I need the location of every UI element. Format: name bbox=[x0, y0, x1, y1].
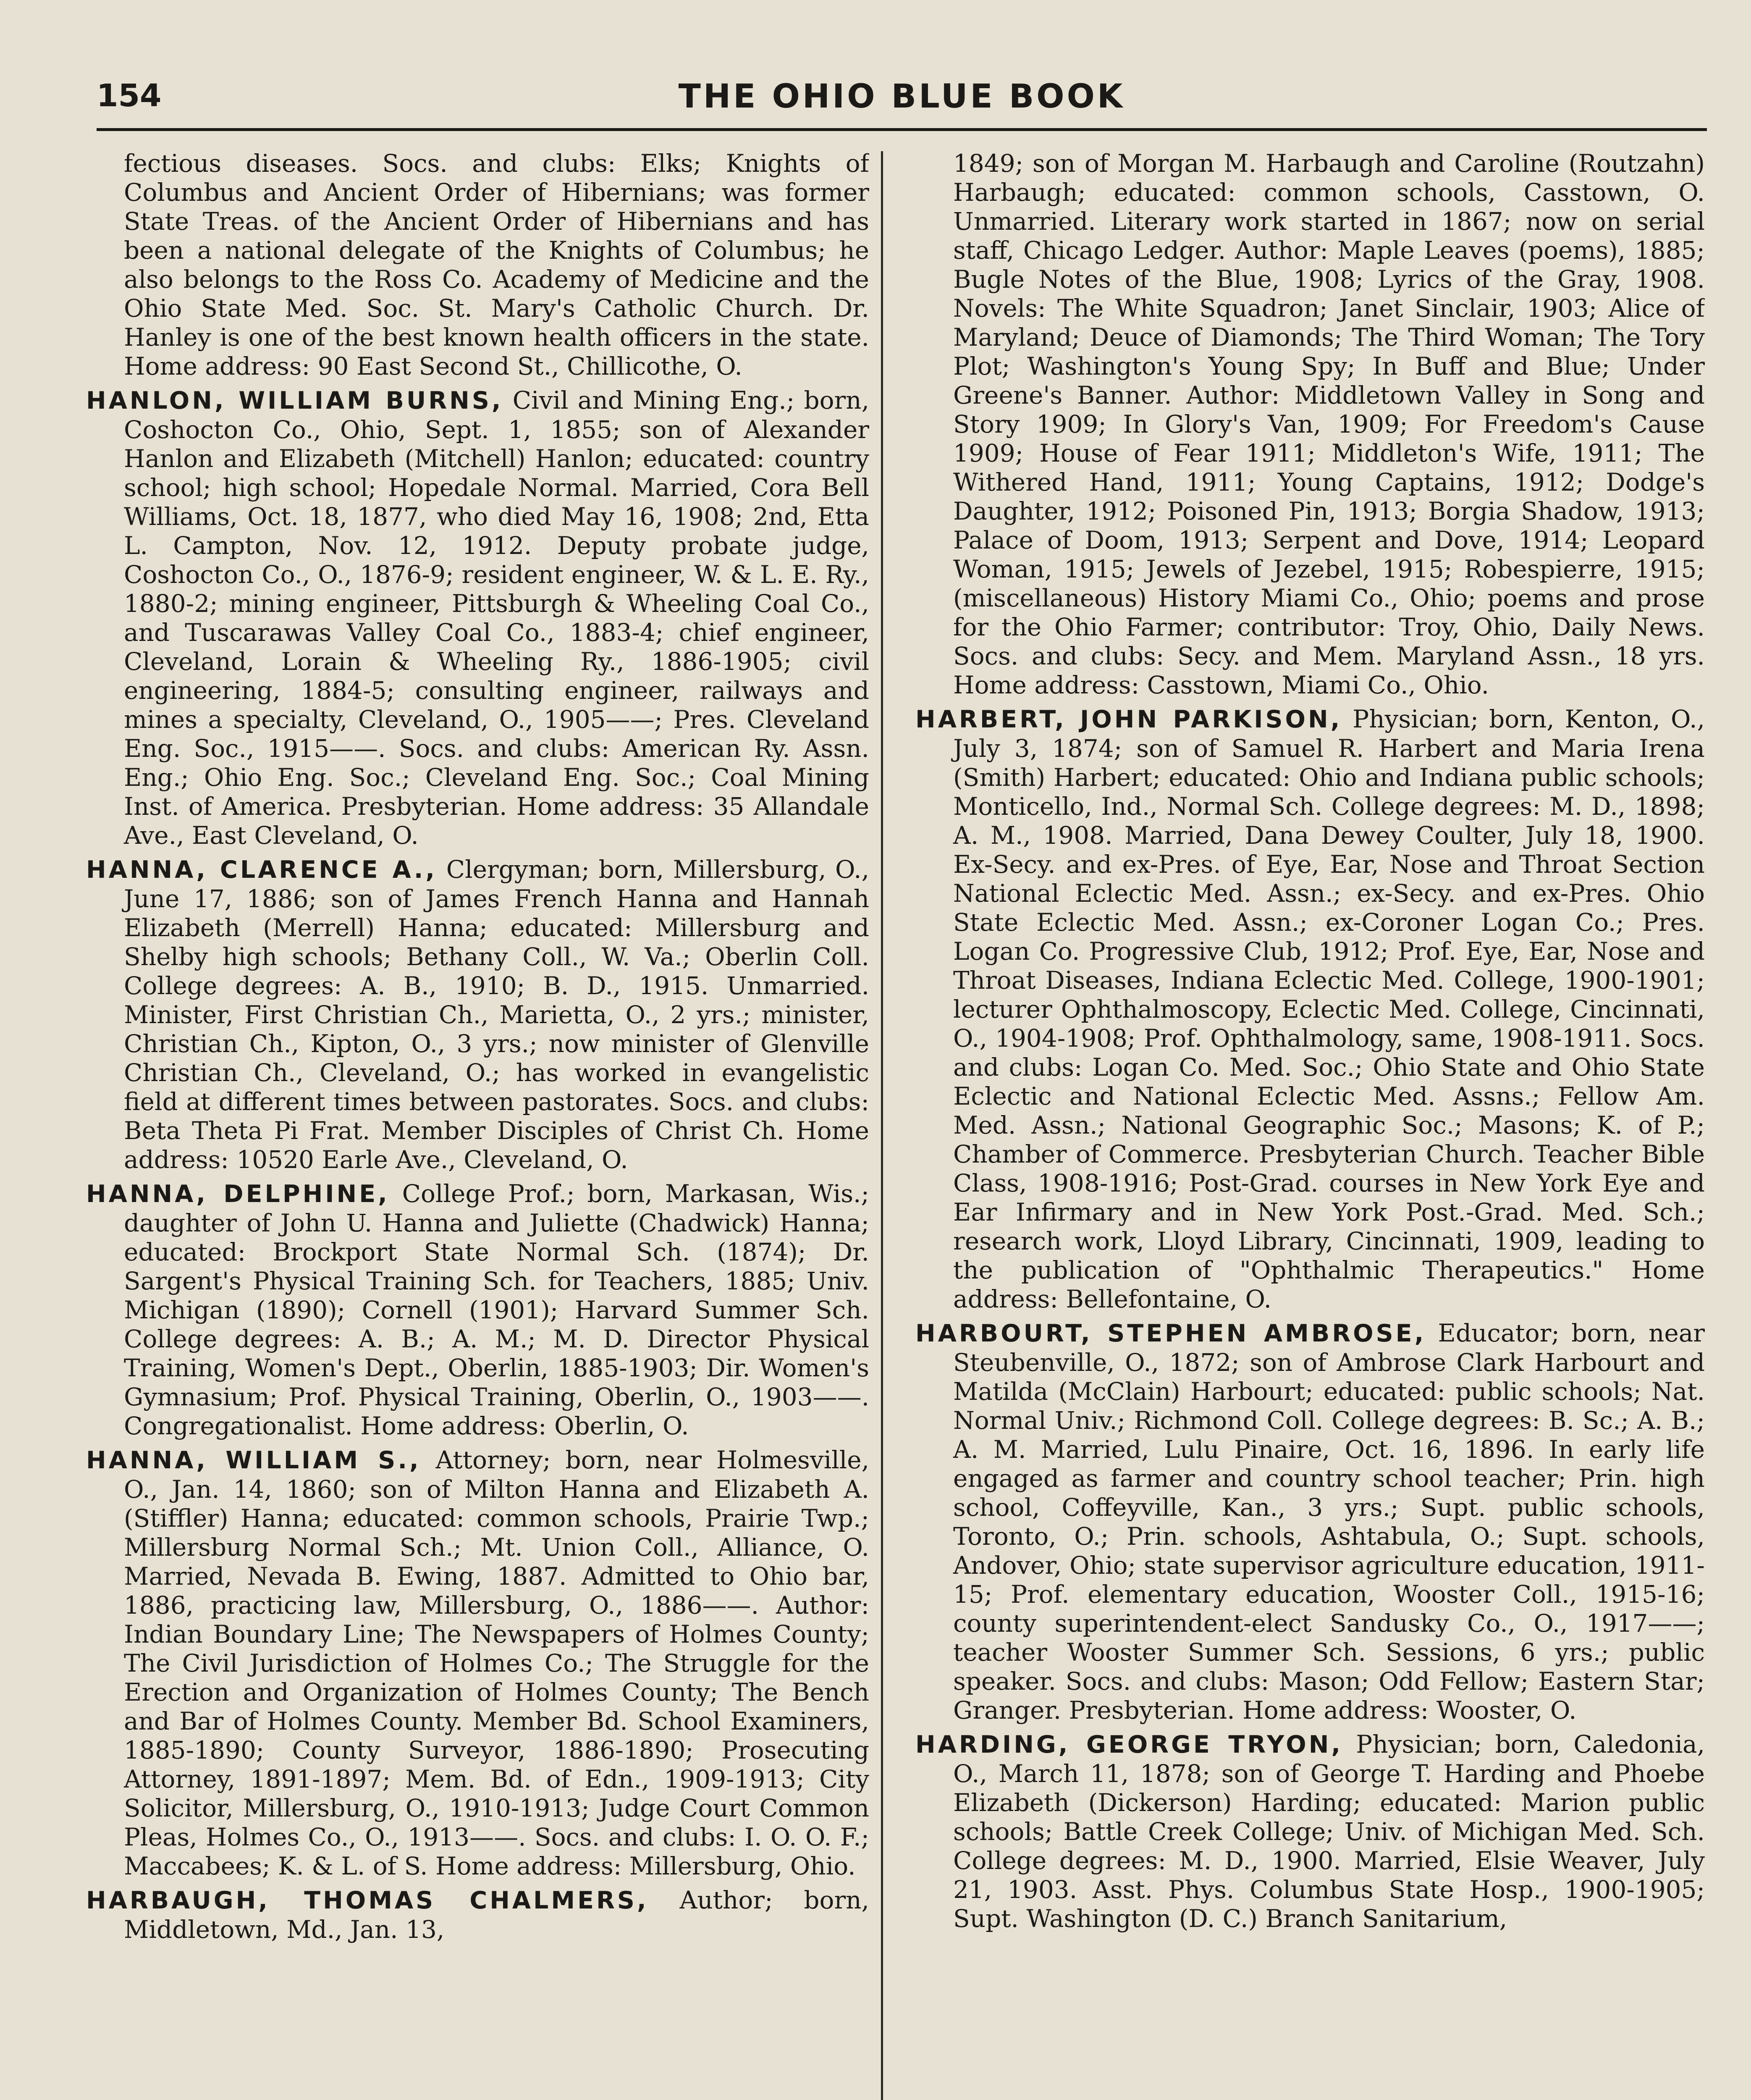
entry-name: HANNA, WILLIAM S., bbox=[86, 1446, 421, 1474]
entry-name: HANLON, WILLIAM BURNS, bbox=[86, 387, 503, 415]
continuation-entry: 1849; son of Morgan M. Harbaugh and Caroline (Routzahn) Harbaugh; educated: common schools, Casstown, O. Unmarried. Literary work started in 1867; now on serial staff, Chicago Ledger. Author: Maple Leaves (poems), 1885; Bugle Notes of the Blue, 1908; Lyrics of the Gray, 1908. Novels: The White Squadron; Janet Sinclair, 1903; Alice of Maryland; Deuce of Diamonds; The Third Woman; The Tory Plot; Washington's Young Spy; In Buff and Blue; Under Greene's Banner. Author: Middletown Valley in Song and Story 1909; In Glory's Van, 1909; For Freedom's Cause 1909; House of Fear 1911; Middleton's Wife, 1911; The Withered Hand, 1911; Young Captains, 1912; Dodge's Daughter, 1912; Poisoned Pin, 1913; Borgia Shadow, 1913; Palace of Doom, 1913; Serpent and Dove, 1914; Leopard Woman, 1915; Jewels of Jezebel, 1915; Robespierre, 1915; (miscellaneous) History Miami Co., Ohio; poems and prose for the Ohio Farmer; contributor: Troy, Ohio, Daily News. Socs. and clubs: Secy. and Mem. Maryland Assn., 18 yrs. Home address: Casstown, Miami Co., Ohio. bbox=[953, 149, 1705, 699]
biography-entry bbox=[86, 1179, 869, 1441]
biography-entry bbox=[86, 855, 869, 1174]
left-column bbox=[86, 149, 869, 2100]
entry-text: Educator; born, near Steubenville, O., 1872; son of Ambrose Clark Harbourt and Matilda (McClain) Harbourt; educated: public schools; Nat. Normal Univ.; Richmond Coll. College degrees: B. Sc.; A. B.; A. M. Married, Lulu Pinaire, Oct. 16, 1896. In early life engaged as farmer and country school teacher; Prin. high school, Coffeyville, Kan., 3 yrs.; Supt. public schools, Toronto, O.; Prin. schools, Ashtabula, O.; Supt. schools, Andover, Ohio; state supervisor agriculture education, 1911-15; Prof. elementary education, Wooster Coll., 1915-16; county superintendent-elect Sandusky Co., O., 1917——; teacher Wooster Summer Sch. Sessions, 6 yrs.; public speaker. Socs. and clubs: Mason; Odd Fellow; Eastern Star; Granger. Presbyterian. Home address: Wooster, O. bbox=[953, 1319, 1705, 1725]
entry-text: College Prof.; born, Markasan, Wis.; daughter of John U. Hanna and Juliette (Chadwick) Hanna; educated: Brockport State Normal Sch. (1874); Dr. Sargent's Physical Training Sch. for Teachers, 1885; Univ. Michigan (1890); Cornell (1901); Harvard Summer Sch. College degrees: A. B.; A. M.; M. D. Director Physical Training, Women's Dept., Oberlin, 1885-1903; Dir. Women's Gymnasium; Prof. Physical Training, Oberlin, O., 1903——. Congregationalist. Home address: Oberlin, O. bbox=[124, 1179, 869, 1440]
entry-text: Clergyman; born, Millersburg, O., June 17, 1886; son of James French Hanna and Hannah Elizabeth (Merrell) Hanna; educated: Millersburg and Shelby high schools; Bethany Coll., W. Va.; Oberlin Coll. College degrees: A. B., 1910; B. D., 1915. Unmarried. Minister, First Christian Ch., Marietta, O., 2 yrs.; minister, Christian Ch., Kipton, O., 3 yrs.; now minister of Glenville Christian Ch., Cleveland, O.; has worked in evangelistic field at different times between pastorates. Socs. and clubs: Beta Theta Pi Frat. Member Disciples of Christ Ch. Home address: 10520 Earle Ave., Cleveland, O. bbox=[124, 855, 869, 1174]
column-divider bbox=[881, 151, 883, 2100]
entry-text: Civil and Mining Eng.; born, Coshocton Co., Ohio, Sept. 1, 1855; son of Alexander Hanlon and Elizabeth (Mitchell) Hanlon; educated: country school; high school; Hopedale Normal. Married, Cora Bell Williams, Oct. 18, 1877, who died May 16, 1908; 2nd, Etta L. Campton, Nov. 12, 1912. Deputy probate judge, Coshocton Co., O., 1876-9; resident engineer, W. & L. E. Ry., 1880-2; mining engineer, Pittsburgh & Wheeling Coal Co., and Tuscarawas Valley Coal Co., 1883-4; chief engineer, Cleveland, Lorain & Wheeling Ry., 1886-1905; civil engineering, 1884-5; consulting engineer, railways and mines a specialty, Cleveland, O., 1905——; Pres. Cleveland Eng. Soc., 1915——. Socs. and clubs: American Ry. Assn. Eng.; Ohio Eng. Soc.; Cleveland Eng. Soc.; Coal Mining Inst. of America. Presbyterian. Home address: 35 Allandale Ave., East Cleveland, O. bbox=[124, 386, 869, 850]
entry-name: HARBERT, JOHN PARKISON, bbox=[915, 706, 1342, 733]
biography-entry bbox=[86, 1446, 869, 1881]
entry-text: Physician; born, Kenton, O., July 3, 1874; son of Samuel R. Harbert and Maria Irena (Smith) Harbert; educated: Ohio and Indiana public schools; Monticello, Ind., Normal Sch. College degrees: M. D., 1898; A. M., 1908. Married, Dana Dewey Coulter, July 18, 1900. Ex-Secy. and ex-Pres. of Eye, Ear, Nose and Throat Section National Eclectic Med. Assn.; ex-Secy. and ex-Pres. Ohio State Eclectic Med. Assn.; ex-Coroner Logan Co.; Pres. Logan Co. Progressive Club, 1912; Prof. Eye, Ear, Nose and Throat Diseases, Indiana Eclectic Med. College, 1900-1901; lecturer Ophthalmoscopy, Eclectic Med. College, Cincinnati, O., 1904-1908; Prof. Ophthalmology, same, 1908-1911. Socs. and clubs: Logan Co. Med. Soc.; Ohio State and Ohio State Eclectic and National Eclectic Med. Assns.; Fellow Am. Med. Assn.; National Geographic Soc.; Masons; K. of P.; Chamber of Commerce. Presbyterian Church. Teacher Bible Class, 1908-1916; Post-Grad. courses in New York Eye and Ear Infirmary and in New York Post.-Grad. Med. Sch.; research work, Lloyd Library, Cincinnati, 1909, leading to the publication of "Ophthalmic Therapeutics." Home address: Bellefontaine, O. bbox=[953, 705, 1705, 1313]
biography-entry bbox=[915, 1730, 1705, 1933]
biography-entry bbox=[86, 386, 869, 850]
entry-text: Author; born, Middletown, Md., Jan. 13, bbox=[124, 1886, 869, 1944]
entry-name: HARBAUGH, THOMAS CHALMERS, bbox=[86, 1887, 649, 1914]
continuation-entry: fectious diseases. Socs. and clubs: Elks; Knights of Columbus and Ancient Order of Hibernians; was former State Treas. of the Ancient Order of Hibernians and has been a national delegate of the Knights of Columbus; he also belongs to the Ross Co. Academy of Medicine and the Ohio State Med. Soc. St. Mary's Catholic Church. Dr. Hanley is one of the best known health officers in the state. Home address: 90 East Second St., Chillicothe, O. bbox=[124, 149, 869, 381]
right-column bbox=[915, 149, 1705, 2100]
entry-name: HANNA, CLARENCE A., bbox=[86, 856, 438, 884]
entry-text: Physician; born, Caledonia, O., March 11, 1878; son of George T. Harding and Phoebe Elizabeth (Dickerson) Harding; educated: Marion public schools; Battle Creek College; Univ. of Michigan Med. Sch. College degrees: M. D., 1900. Married, Elsie Weaver, July 21, 1903. Asst. Phys. Columbus State Hosp., 1900-1905; Supt. Washington (D. C.) Branch Sanitarium, bbox=[953, 1730, 1705, 1933]
entry-name: HARBOURT, STEPHEN AMBROSE, bbox=[915, 1320, 1426, 1347]
page-header bbox=[97, 74, 1707, 131]
biography-entry bbox=[915, 1319, 1705, 1725]
biography-entry bbox=[86, 1886, 869, 1944]
entry-text: Attorney; born, near Holmesville, O., Jan. 14, 1860; son of Milton Hanna and Elizabeth A. (Stiffler) Hanna; educated: common schools, Prairie Twp.; Millersburg Normal Sch.; Mt. Union Coll., Alliance, O. Married, Nevada B. Ewing, 1887. Admitted to Ohio bar, 1886, practicing law, Millersburg, O., 1886——. Author: Indian Boundary Line; The Newspapers of Holmes County; The Civil Jurisdiction of Holmes Co.; The Struggle for the Erection and Organization of Holmes County; The Bench and Bar of Holmes County. Member Bd. School Examiners, 1885-1890; County Surveyor, 1886-1890; Prosecuting Attorney, 1891-1897; Mem. Bd. of Edn., 1909-1913; City Solicitor, Millersburg, O., 1910-1913; Judge Court Common Pleas, Holmes Co., O., 1913——. Socs. and clubs: I. O. O. F.; Maccabees; K. & L. of S. Home address: Millersburg, Ohio. bbox=[124, 1446, 869, 1880]
entry-name: HANNA, DELPHINE, bbox=[86, 1180, 390, 1208]
running-title: THE OHIO BLUE BOOK bbox=[678, 78, 1125, 116]
entry-name: HARDING, GEORGE TRYON, bbox=[915, 1731, 1343, 1759]
biography-entry bbox=[915, 705, 1705, 1314]
page-number: 154 bbox=[97, 78, 162, 114]
